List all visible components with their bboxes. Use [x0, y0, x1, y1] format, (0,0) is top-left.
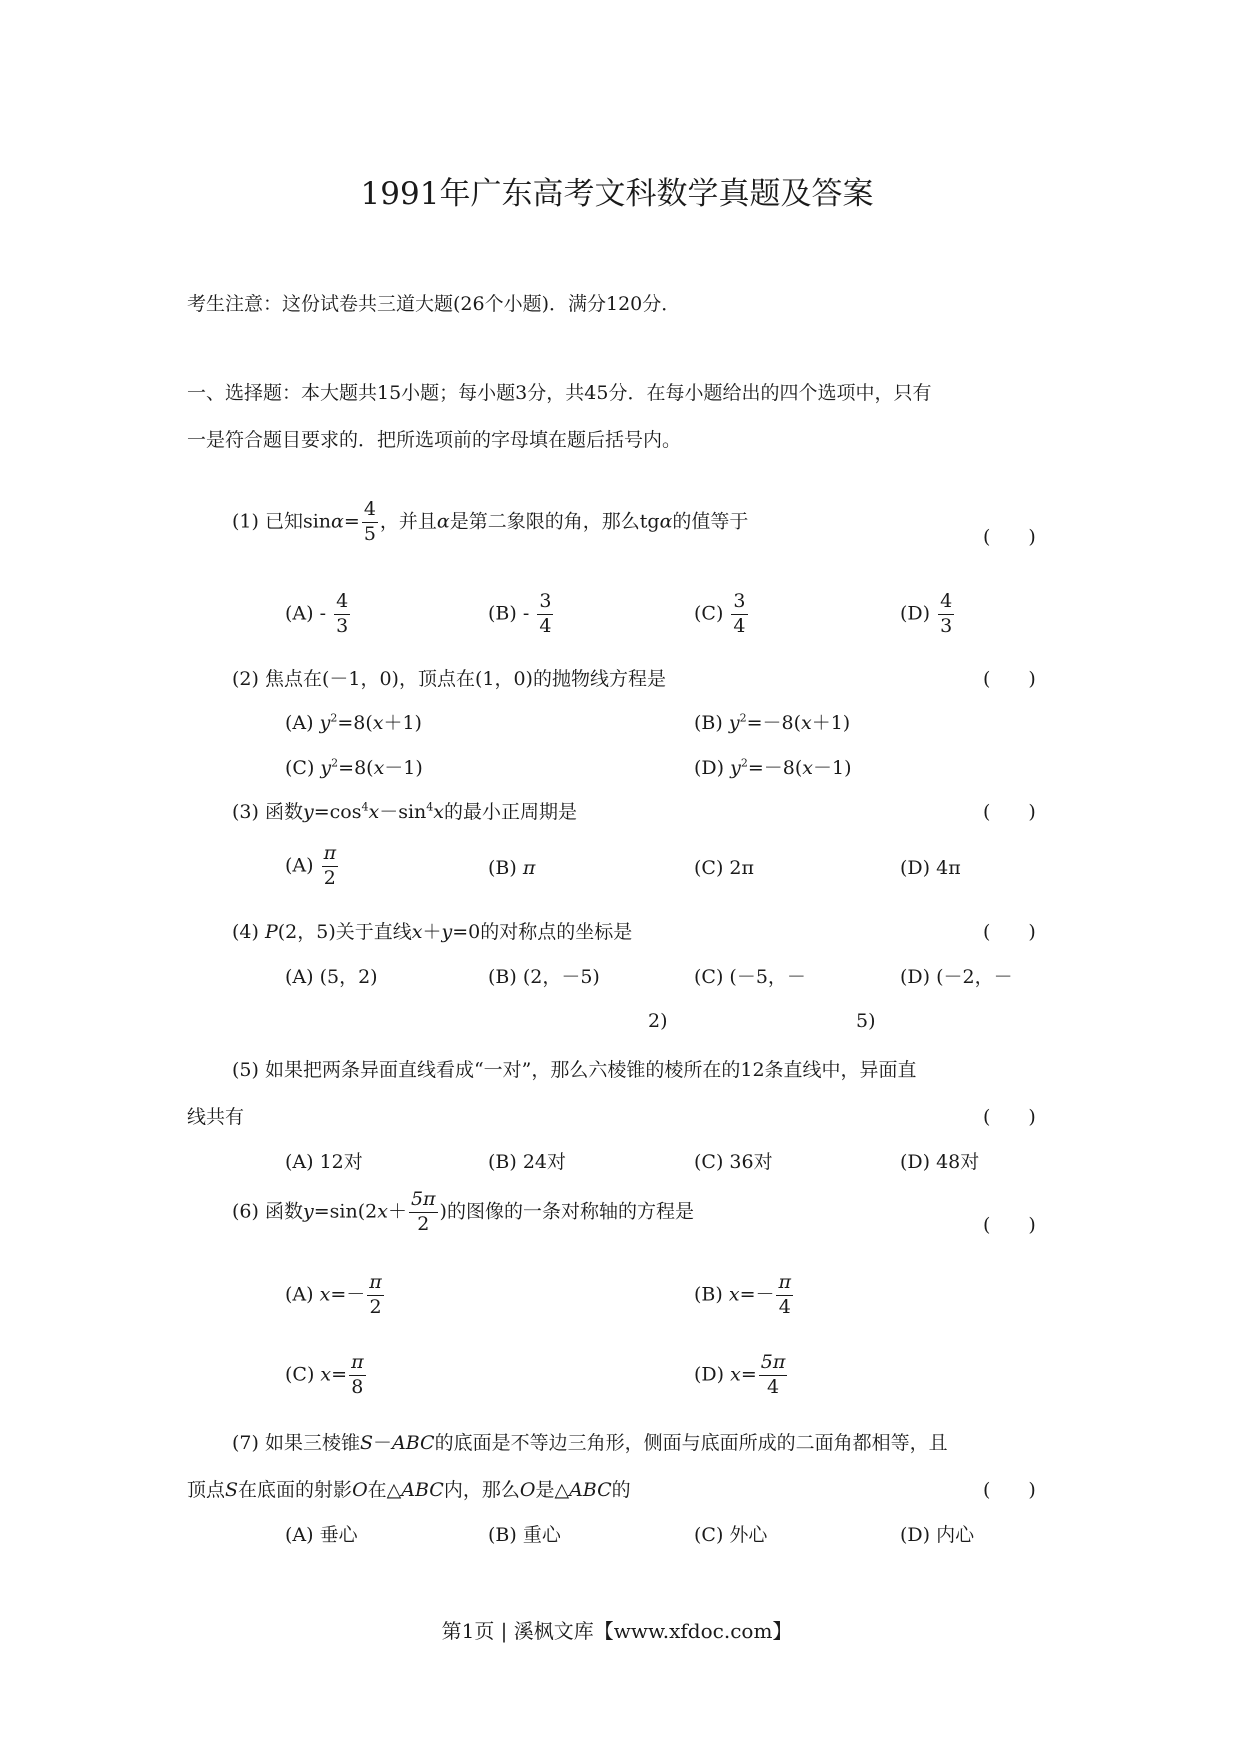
- variable-x: x: [373, 757, 385, 779]
- triangle-abc: ABC: [569, 1479, 612, 1501]
- variable-x: x: [372, 712, 384, 734]
- fraction: [938, 592, 954, 637]
- text: 内，那么: [443, 1479, 520, 1501]
- numerator: π: [349, 1353, 366, 1376]
- text: －sin: [379, 801, 427, 823]
- fraction: [537, 592, 553, 637]
- exponent: 2: [330, 711, 338, 725]
- numerator: 4: [938, 592, 954, 615]
- question-5-stem-line2: 线共有: [187, 1106, 245, 1128]
- question-number: (3): [232, 801, 259, 823]
- text: )的图像的一条对称轴的方程是: [439, 1200, 694, 1223]
- text: (7) 如果三棱锥: [232, 1432, 360, 1454]
- text: 的最小正周期是: [444, 801, 578, 823]
- option-value: 4π: [936, 857, 961, 879]
- variable-x: x: [730, 1363, 741, 1386]
- text: =sin(2: [313, 1200, 378, 1223]
- question-number: (4): [232, 921, 259, 943]
- q2-text: 焦点在(－1，0)，顶点在(1，0)的抛物线方程是: [264, 668, 666, 690]
- text: 在△: [367, 1479, 402, 1501]
- expr: =－8(: [746, 712, 801, 734]
- denominator: 4: [539, 614, 552, 637]
- equals-sign: =: [331, 1363, 348, 1386]
- q5-option-b: (B) 24对: [488, 1151, 567, 1173]
- q3-option-c: [694, 857, 754, 879]
- denominator: 5: [363, 522, 376, 545]
- answer-bracket: ( ): [983, 801, 1036, 823]
- denominator: 4: [778, 1295, 791, 1318]
- text: ＋: [387, 1200, 407, 1223]
- text: 顶点: [187, 1479, 226, 1501]
- q1-text-pre: 已知sin: [264, 510, 332, 533]
- alpha-symbol: α: [659, 510, 673, 533]
- fraction: [731, 592, 747, 637]
- question-4-stem: [232, 917, 632, 944]
- variable-x: x: [368, 801, 380, 823]
- point-s: S: [359, 1432, 373, 1454]
- variable-x: x: [801, 712, 812, 734]
- fraction: [776, 1273, 793, 1318]
- option-label: (A): [285, 712, 314, 734]
- numerator: 4: [362, 500, 378, 523]
- q4-option-a: (A) (5，2): [285, 966, 378, 988]
- equals-sign: =－: [330, 1283, 366, 1306]
- answer-bracket: ( ): [983, 921, 1036, 943]
- denominator: 2: [369, 1295, 382, 1318]
- point-o: O: [519, 1479, 536, 1501]
- question-1-stem: [232, 500, 748, 545]
- text: 函数: [264, 801, 303, 823]
- option-label: (B): [488, 602, 517, 625]
- expr: =8(: [338, 757, 374, 779]
- variable-y: y: [302, 1200, 314, 1223]
- variable-x: x: [320, 1363, 332, 1386]
- exponent: 2: [740, 756, 748, 770]
- denominator: 2: [323, 866, 336, 889]
- text: 是△: [535, 1479, 570, 1501]
- variable-x: x: [728, 1283, 740, 1306]
- text: －: [373, 1432, 393, 1454]
- variable-x: x: [411, 921, 423, 943]
- denominator: 4: [733, 614, 746, 637]
- expr: =－8(: [747, 757, 803, 779]
- option-label: (C): [694, 602, 724, 625]
- variable-x: x: [377, 1200, 388, 1223]
- option-label: (D): [694, 757, 725, 779]
- exponent: 4: [361, 800, 369, 814]
- triangle-abc: ABC: [392, 1432, 435, 1454]
- point-o: O: [352, 1479, 368, 1501]
- section1-instructions-line1: 一、选择题：本大题共15小题；每小题3分，共45分．在每小题给出的四个选项中，只有: [187, 382, 932, 404]
- text: ＋: [422, 921, 442, 943]
- text: 的底面是不等边三角形，侧面与底面所成的二面角都相等，且: [434, 1432, 948, 1454]
- expr: ＋1): [811, 712, 851, 734]
- minus-sign: -: [319, 602, 327, 625]
- q1-option-b: [488, 592, 555, 637]
- numerator: π: [367, 1273, 384, 1296]
- variable-x: x: [433, 801, 444, 823]
- variable-x: x: [802, 757, 813, 779]
- option-label: (C): [285, 757, 315, 779]
- equals-sign: =－: [739, 1283, 775, 1306]
- fraction: [334, 592, 350, 637]
- text: 的: [611, 1479, 631, 1501]
- point-s: S: [225, 1479, 239, 1501]
- q2-option-d: [694, 753, 852, 780]
- expr: －1): [384, 757, 423, 779]
- numerator: 5π: [409, 1190, 438, 1213]
- q1-text-mid2: 是第二象限的角，那么tg: [449, 510, 660, 533]
- answer-bracket: ( ): [983, 1106, 1036, 1128]
- expr: －1): [812, 757, 852, 779]
- question-3-stem: [232, 797, 577, 824]
- q4-option-c-wrap: 2): [648, 1010, 668, 1032]
- answer-bracket: ( ): [983, 1479, 1036, 1501]
- numerator: π: [322, 844, 339, 867]
- text: 函数: [264, 1200, 303, 1223]
- option-label: (A): [285, 1283, 314, 1306]
- q2-option-b: [694, 708, 850, 735]
- q3-option-a: [285, 844, 340, 889]
- answer-bracket: ( ): [983, 1214, 1036, 1236]
- minus-sign: -: [522, 602, 530, 625]
- option-value: π: [522, 857, 536, 879]
- option-label: (A): [285, 854, 314, 877]
- numerator: π: [776, 1273, 793, 1296]
- exponent: 4: [426, 800, 434, 814]
- variable-x: x: [319, 1283, 331, 1306]
- fraction: [409, 1190, 438, 1235]
- denominator: 3: [336, 614, 349, 637]
- exponent: 2: [739, 711, 747, 725]
- denominator: 3: [940, 614, 953, 637]
- q6-option-a: [285, 1273, 386, 1318]
- q7-option-b: (B) 重心: [488, 1524, 561, 1546]
- document-title: 1991年广东高考文科数学真题及答案: [360, 176, 874, 212]
- q1-text-mid: ，并且: [379, 510, 437, 533]
- equals-sign: =: [343, 510, 360, 533]
- variable-y: y: [319, 712, 331, 734]
- point-p: P: [264, 921, 278, 943]
- q6-option-c: [285, 1353, 368, 1398]
- q5-option-a: (A) 12对: [285, 1151, 363, 1173]
- q7-option-d: (D) 内心: [900, 1524, 975, 1546]
- variable-y: y: [302, 801, 314, 823]
- variable-y: y: [441, 921, 453, 943]
- answer-bracket: ( ): [983, 526, 1036, 548]
- q2-option-a: [285, 708, 422, 735]
- page-footer: 第1页 | 溪枫文库【www.xfdoc.com】: [441, 1619, 793, 1643]
- exponent: 2: [331, 756, 339, 770]
- q2-option-c: [285, 753, 423, 780]
- alpha-symbol: α: [436, 510, 450, 533]
- expr: =8(: [337, 712, 373, 734]
- q5-option-c: (C) 36对: [694, 1151, 773, 1173]
- option-label: (C): [285, 1363, 315, 1386]
- fraction: [362, 500, 378, 545]
- option-label: (D): [900, 602, 931, 625]
- q7-option-a: (A) 垂心: [285, 1524, 358, 1546]
- option-label: (A): [285, 602, 314, 625]
- variable-y: y: [730, 757, 741, 779]
- option-label: (C): [694, 857, 724, 879]
- option-label: (B): [694, 1283, 723, 1306]
- question-7-stem-line2: [187, 1475, 631, 1502]
- alpha-symbol: α: [331, 510, 344, 533]
- q1-text-end: 的值等于: [672, 510, 749, 533]
- text: 在底面的射影: [238, 1479, 353, 1501]
- answer-bracket: ( ): [983, 668, 1036, 690]
- numerator: 3: [731, 592, 747, 615]
- q4-option-d: (D) (－2，－: [900, 966, 1013, 988]
- numerator: 5π: [759, 1353, 788, 1376]
- q6-option-b: [694, 1273, 795, 1318]
- q3-option-b: [488, 857, 535, 879]
- question-7-stem-line1: [232, 1428, 948, 1455]
- q1-option-d: [900, 592, 956, 637]
- text: (2，5)关于直线: [277, 921, 412, 943]
- text: =0的对称点的坐标是: [452, 921, 633, 943]
- option-label: (D): [694, 1363, 725, 1386]
- q3-option-d: [900, 857, 961, 879]
- option-label: (B): [694, 712, 723, 734]
- q1-option-a: [285, 592, 352, 637]
- denominator: 2: [417, 1212, 430, 1235]
- question-5-stem-line1: (5) 如果把两条异面直线看成“一对”，那么六棱锥的棱所在的12条直线中，异面直: [232, 1059, 917, 1081]
- q5-option-d: (D) 48对: [900, 1151, 980, 1173]
- equals-sign: =: [740, 1363, 757, 1386]
- variable-y: y: [320, 757, 332, 779]
- q1-option-c: [694, 592, 750, 637]
- fraction: [322, 844, 339, 889]
- text: =cos: [313, 801, 362, 823]
- fraction: [367, 1273, 384, 1318]
- exam-notice: 考生注意：这份试卷共三道大题(26个小题)．满分120分．: [187, 293, 681, 315]
- question-number: (2): [232, 668, 259, 690]
- q4-option-b: (B) (2，－5): [488, 966, 600, 988]
- fraction: [349, 1353, 366, 1398]
- denominator: 8: [351, 1375, 364, 1398]
- q4-option-d-wrap: 5): [856, 1010, 876, 1032]
- question-number: (1): [232, 510, 259, 533]
- question-number: (6): [232, 1200, 259, 1223]
- question-6-stem: [232, 1190, 694, 1235]
- q6-option-d: [694, 1353, 789, 1398]
- option-value: 2π: [729, 857, 754, 879]
- section1-instructions-line2: 一是符合题目要求的．把所选项前的字母填在题后括号内。: [187, 429, 682, 451]
- variable-y: y: [728, 712, 740, 734]
- numerator: 3: [537, 592, 553, 615]
- question-2-stem: [232, 664, 666, 691]
- denominator: 4: [766, 1375, 780, 1398]
- q7-option-c: (C) 外心: [694, 1524, 768, 1546]
- option-label: (D): [900, 857, 931, 879]
- option-label: (B): [488, 857, 517, 879]
- triangle-abc: ABC: [401, 1479, 444, 1501]
- fraction: [759, 1353, 788, 1398]
- numerator: 4: [334, 592, 350, 615]
- expr: ＋1): [383, 712, 422, 734]
- q4-option-c: (C) (－5，－: [694, 966, 806, 988]
